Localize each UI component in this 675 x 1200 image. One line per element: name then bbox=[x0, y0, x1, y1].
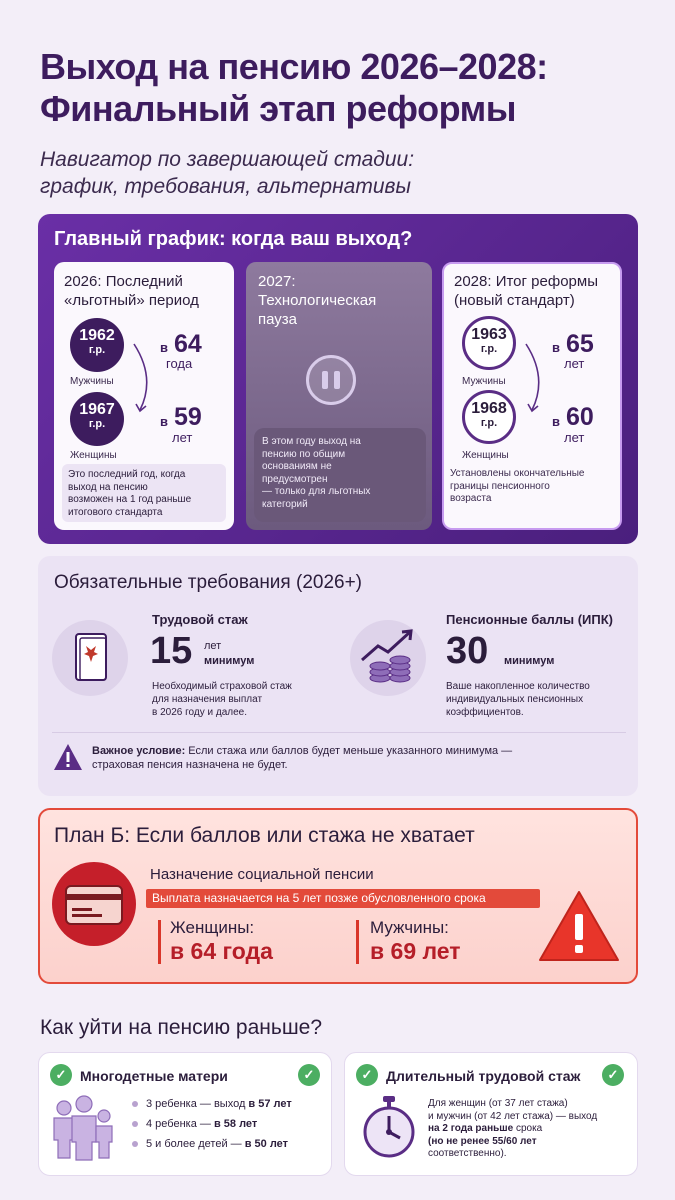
check-icon: ✓ bbox=[50, 1064, 72, 1086]
women-label: Женщины: bbox=[170, 918, 255, 937]
men-birth-year-badge: 1963 г.р. bbox=[462, 316, 516, 370]
prep-v: в bbox=[160, 414, 168, 429]
page-title: Выход на пенсию 2026–2028: Финальный этап реформы bbox=[40, 46, 548, 129]
stopwatch-icon bbox=[358, 1094, 420, 1162]
stazh-minimum: минимум bbox=[204, 655, 255, 667]
bank-card-icon bbox=[52, 862, 136, 946]
mothers-item-4: 4 ребенка — в 58 лет bbox=[132, 1118, 257, 1130]
alert-triangle-icon bbox=[536, 888, 622, 964]
mothers-item-5: 5 и более детей — в 50 лет bbox=[132, 1138, 288, 1150]
arrow-icon bbox=[130, 340, 160, 416]
card-2026-note: Это последний год, когда выход на пенсию возможен на 1 год раньше итогового стандарта bbox=[62, 464, 226, 522]
women-label: Женщины bbox=[70, 450, 117, 461]
passport-icon bbox=[52, 620, 128, 696]
women-label: Женщины bbox=[462, 450, 509, 461]
delay-note: Выплата назначается на 5 лет позже обусловленного срока bbox=[146, 889, 540, 908]
men-label: Мужчины: bbox=[370, 918, 449, 937]
divider bbox=[158, 920, 161, 964]
long-service-description: Для женщин (от 37 лет стажа) и мужчин (от 42 лет стажа) — выход на 2 года раньше срока (но не ренее 55/60 лет соответственно). bbox=[428, 1098, 598, 1159]
points-minimum: минимум bbox=[504, 655, 555, 667]
warning-icon bbox=[52, 742, 84, 772]
women-age: 60 bbox=[566, 403, 594, 431]
arrow-icon bbox=[522, 340, 552, 416]
women-birth-year-badge: 1967 г.р. bbox=[70, 392, 124, 446]
pause-icon bbox=[306, 355, 356, 405]
men-age-unit: года bbox=[166, 356, 193, 371]
important-condition-text: Важное условие: Если стажа или баллов будет меньше указанного минимума — страховая пенсия назначена не будет. bbox=[92, 745, 513, 771]
stazh-number: 15 bbox=[150, 630, 193, 672]
women-age-unit: лет bbox=[172, 430, 193, 445]
card-2026-heading: 2026: Последний «льготный» период bbox=[64, 273, 199, 309]
prep-v: в bbox=[160, 340, 168, 355]
women-age: 59 bbox=[174, 403, 202, 431]
card-2028-note: Установлены окончательные границы пенсионного возраста bbox=[450, 468, 585, 504]
coins-growth-icon bbox=[350, 620, 426, 696]
men-label: Мужчины bbox=[462, 376, 506, 387]
men-age: 64 bbox=[174, 330, 202, 358]
check-icon: ✓ bbox=[602, 1064, 624, 1086]
plan-b-heading: План Б: Если баллов или стажа не хватает bbox=[54, 824, 475, 847]
prep-v: в bbox=[552, 340, 560, 355]
points-label: Пенсионные баллы (ИПК) bbox=[446, 612, 614, 627]
card-2027-note: В этом году выход на пенсию по общим основаниям не предусмотрен — только для льготных категорий bbox=[254, 428, 426, 522]
men-birth-year-badge: 1962 г.р. bbox=[70, 318, 124, 372]
family-icon bbox=[46, 1094, 122, 1162]
points-number: 30 bbox=[446, 630, 489, 672]
check-icon: ✓ bbox=[356, 1064, 378, 1086]
page-subtitle: Навигатор по завершающей стадии: график, требования, альтернативы bbox=[40, 148, 415, 198]
card-2028-heading: 2028: Итог реформы (новый стандарт) bbox=[454, 273, 598, 309]
schedule-heading: Главный график: когда ваш выход? bbox=[54, 228, 413, 250]
men-age: 65 bbox=[566, 330, 594, 358]
divider bbox=[356, 920, 359, 964]
men-social-age: в 69 лет bbox=[370, 938, 461, 964]
women-social-age: в 64 года bbox=[170, 938, 273, 964]
men-label: Мужчины bbox=[70, 376, 114, 387]
stazh-unit: лет bbox=[204, 640, 222, 652]
men-age-unit: лет bbox=[564, 356, 585, 371]
women-birth-year-badge: 1968 г.р. bbox=[462, 390, 516, 444]
stazh-label: Трудовой стаж bbox=[152, 612, 248, 627]
requirements-heading: Обязательные требования (2026+) bbox=[54, 572, 363, 593]
women-age-unit: лет bbox=[564, 430, 585, 445]
points-description: Ваше накопленное количество индивидуальных пенсионных коэффициентов. bbox=[446, 681, 590, 718]
long-service-title: Длительный трудовой стаж bbox=[386, 1068, 581, 1084]
mothers-item-3: 3 ребенка — выход в 57 лет bbox=[132, 1098, 292, 1110]
prep-v: в bbox=[552, 414, 560, 429]
card-2027-heading: 2027: Технологическая пауза bbox=[258, 273, 377, 328]
stazh-description: Необходимый страховой стаж для назначения выплат в 2026 году и далее. bbox=[152, 681, 292, 718]
mothers-title: Многодетные матери bbox=[80, 1068, 228, 1084]
social-pension-title: Назначение социальной пенсии bbox=[150, 866, 374, 883]
check-icon: ✓ bbox=[298, 1064, 320, 1086]
early-retirement-heading: Как уйти на пенсию раньше? bbox=[40, 1016, 323, 1039]
